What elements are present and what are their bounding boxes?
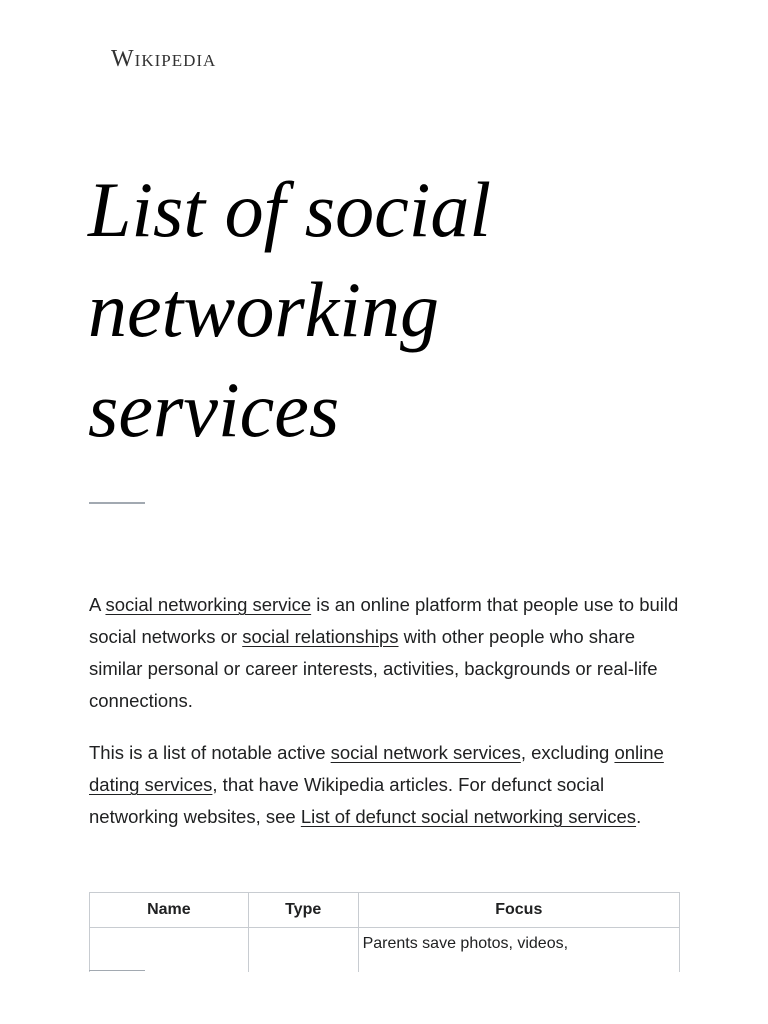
paragraph-text: . [636, 806, 642, 827]
paragraph-text: , excluding [520, 742, 615, 763]
table-cell-name [90, 928, 249, 973]
link-social-relationships[interactable]: social relationships [242, 626, 399, 647]
page-title: List of social networking services [88, 166, 492, 453]
link-online-dating-services[interactable]: online dating services [89, 742, 664, 795]
link-social-network-services[interactable]: social network services [330, 742, 521, 763]
paragraph-text: with other people who share similar personal or career interests, activities, backgrounds or real-life connections. [89, 626, 658, 711]
table-header-row [90, 893, 680, 928]
table-row [90, 928, 680, 973]
paragraph-text: is an online platform that people use to build social networks or [89, 594, 679, 647]
table-cell-focus: Parents save photos, videos, [358, 928, 679, 973]
article-body [89, 589, 689, 853]
title-divider [89, 502, 145, 504]
services-table-container [89, 892, 681, 972]
link-social-networking-service[interactable]: social networking service [105, 594, 312, 615]
cell-divider [89, 970, 145, 971]
column-header-focus[interactable]: Focus [358, 893, 679, 928]
intro-paragraph [89, 589, 689, 717]
wikipedia-wordmark[interactable]: Wikipedia [111, 46, 217, 72]
column-header-name[interactable]: Name [90, 893, 249, 928]
paragraph-text: A [89, 594, 106, 615]
list-description-paragraph [89, 737, 689, 833]
table-cell-type [248, 928, 358, 973]
column-header-type[interactable]: Type [248, 893, 358, 928]
services-table [89, 892, 680, 972]
paragraph-text: This is a list of notable active [89, 742, 331, 763]
link-list-of-defunct-services[interactable]: List of defunct social networking services [300, 806, 637, 827]
paragraph-text: , that have Wikipedia articles. For defunct social networking websites, see [89, 774, 605, 827]
